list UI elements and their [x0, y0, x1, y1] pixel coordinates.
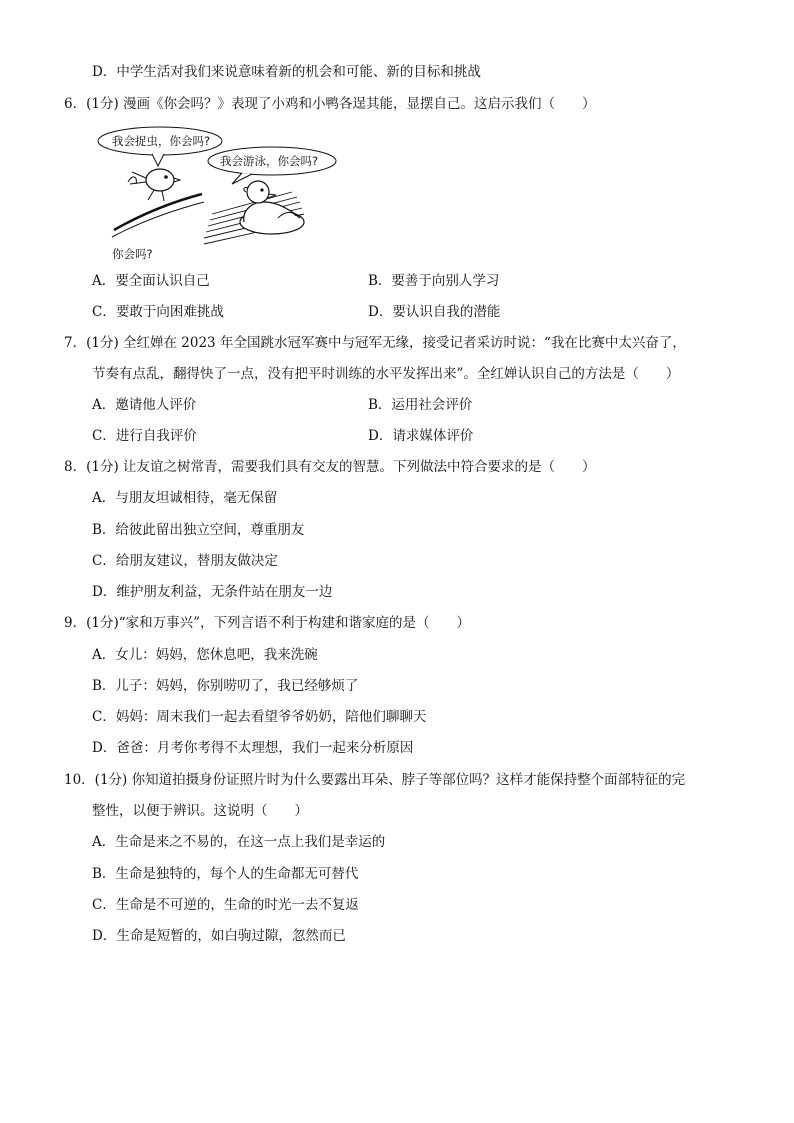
- q6-option-b: B．要善于向别人学习: [368, 273, 500, 289]
- q6-cartoon-image: [92, 122, 352, 262]
- q6-option-a: A．要全面认识自己: [92, 273, 210, 289]
- q10-option-a: A．生命是来之不易的，在这一点上我们是幸运的: [92, 834, 386, 850]
- q7-option-b: B．运用社会评价: [368, 397, 473, 413]
- q8-option-a: A．与朋友坦诚相待，毫无保留: [92, 490, 278, 506]
- q7-stem-line1: 7．(1分) 全红婵在 2023 年全国跳水冠军赛中与冠军无缘，接受记者采访时说：“我在比赛中太兴奋了，: [64, 335, 686, 351]
- chick-drawing: [128, 169, 180, 201]
- duck-drawing: [240, 181, 304, 234]
- q6-stem: 6．(1分) 漫画《你会吗？》表现了小鸡和小鸭各逞其能，显摆自己。这启示我们（ ）: [64, 96, 596, 112]
- q10-option-b: B．生命是独特的，每个人的生命都无可替代: [92, 866, 359, 882]
- q6-option-d: D．要认识自我的潜能: [368, 304, 501, 320]
- q10-stem-line1: 10．(1分) 你知道拍摄身份证照片时为什么要露出耳朵、脖子等部位吗？这样才能保持整个面部特征的完: [64, 772, 686, 788]
- q9-stem: 9．(1分)“家和万事兴”，下列言语不利于构建和谐家庭的是（ ）: [64, 615, 471, 631]
- q10-stem-line2: 整性，以便于辨识。这说明（ ）: [92, 803, 308, 819]
- q7-option-d: D．请求媒体评价: [368, 428, 474, 444]
- q8-stem: 8．(1分) 让友谊之树常青，需要我们具有交友的智慧。下列做法中符合要求的是（ ）: [64, 459, 596, 475]
- q8-option-c: C．给朋友建议，替朋友做决定: [92, 553, 278, 569]
- q9-option-b: B．儿子：妈妈，你别唠叨了，我已经够烦了: [92, 678, 359, 694]
- q8-option-b: B．给彼此留出独立空间，尊重朋友: [92, 522, 305, 538]
- chick-bubble-text: 我会捉虫，你会吗?: [112, 134, 211, 148]
- q9-option-a: A．女儿：妈妈，您休息吧，我来洗碗: [92, 647, 318, 663]
- q9-option-d: D．爸爸：月考你考得不太理想，我们一起来分析原因: [92, 740, 414, 756]
- q10-option-c: C．生命是不可逆的，生命的时光一去不复返: [92, 897, 359, 913]
- q9-option-c: C．妈妈：周末我们一起去看望爷爷奶奶，陪他们聊聊天: [92, 709, 427, 725]
- duck-bubble-text: 我会游泳，你会吗?: [220, 154, 319, 168]
- q7-option-c: C．进行自我评价: [92, 428, 197, 444]
- cartoon-caption: 你会吗?: [112, 247, 153, 261]
- q5-option-d: D．中学生活对我们来说意味着新的机会和可能、新的目标和挑战: [92, 64, 481, 80]
- q8-option-d: D．维护朋友利益，无条件站在朋友一边: [92, 584, 333, 600]
- q7-option-a: A．邀请他人评价: [92, 397, 197, 413]
- q6-option-c: C．要敢于向困难挑战: [92, 304, 224, 320]
- q7-stem-line2: 节奏有点乱，翻得快了一点，没有把平时训练的水平发挥出来”。全红婵认识自己的方法是（ ）: [92, 366, 680, 382]
- q10-option-d: D．生命是短暂的，如白驹过隙，忽然而已: [92, 928, 346, 944]
